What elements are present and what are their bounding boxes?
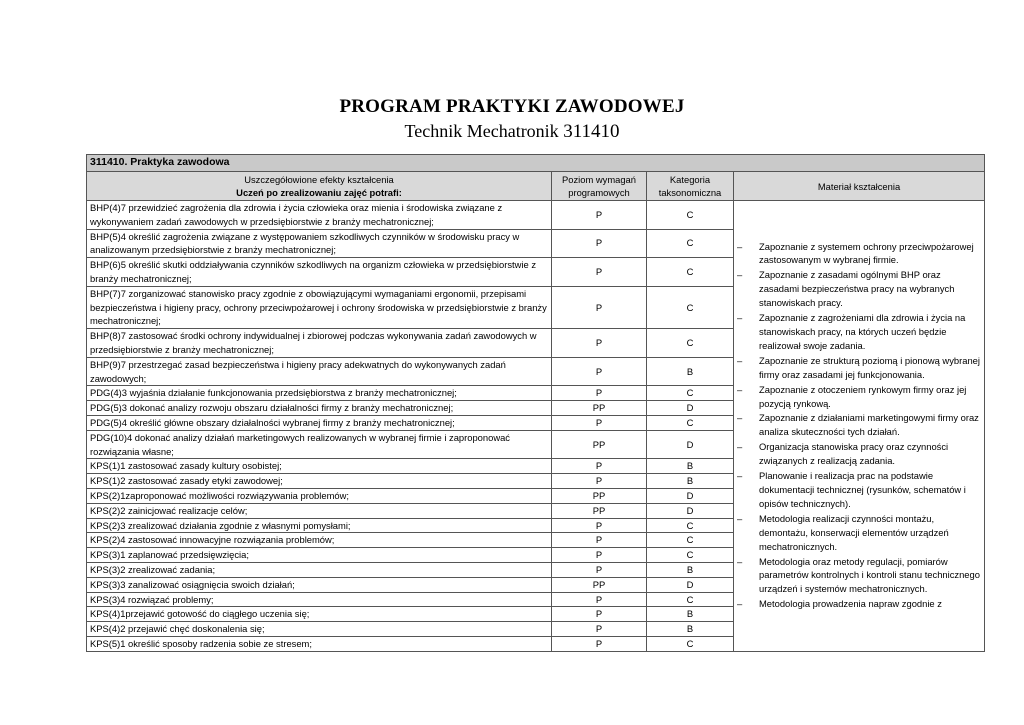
header-category-line1: Kategoria bbox=[669, 174, 711, 185]
material-item-text: Zapoznanie z systemem ochrony przeciwpożarowej zastosowanym w wybranej firmie. bbox=[759, 240, 974, 266]
level-cell: P bbox=[552, 386, 647, 401]
category-cell: C bbox=[647, 592, 734, 607]
material-item-text: Zapoznanie z działaniami marketingowymi firmy oraz analiza skuteczności tych działań. bbox=[759, 412, 979, 438]
effect-cell: PDG(5)3 dokonać analizy rozwoju obszaru działalności firmy z branży mechatronicznej; bbox=[87, 401, 552, 416]
effect-cell: KPS(3)1 zaplanować przedsięwzięcia; bbox=[87, 548, 552, 563]
header-level-line1: Poziom wymagań bbox=[562, 174, 636, 185]
category-cell: D bbox=[647, 401, 734, 416]
bullet-dash: – bbox=[737, 383, 743, 395]
effect-cell: KPS(2)3 zrealizować działania zgodnie z własnymi pomysłami; bbox=[87, 518, 552, 533]
category-cell: C bbox=[647, 386, 734, 401]
effect-cell: BHP(8)7 zastosować środki ochrony indywidualnej i zbiorowej podczas wykonywania zadań zawodowych w przedsiębiorstwie z branży mechatronicznej; bbox=[87, 329, 552, 358]
program-table bbox=[86, 154, 985, 652]
effect-cell: KPS(3)4 rozwiązać problemy; bbox=[87, 592, 552, 607]
effect-cell: KPS(2)4 zastosować innowacyjne rozwiązania problemów; bbox=[87, 533, 552, 548]
material-item-text: Zapoznanie z zagrożeniami dla zdrowia i życia na stanowiskach pracy, na których uczeń będzie realizował swoje zadania. bbox=[759, 312, 966, 351]
level-cell: P bbox=[552, 636, 647, 651]
level-cell: P bbox=[552, 533, 647, 548]
level-cell: P bbox=[552, 357, 647, 386]
category-cell: C bbox=[647, 548, 734, 563]
section-row bbox=[87, 155, 985, 172]
bullet-dash: – bbox=[737, 470, 743, 482]
category-cell: C bbox=[647, 636, 734, 651]
level-cell: P bbox=[552, 518, 647, 533]
header-effects-line2: Uczeń po zrealizowaniu zajęć potrafi: bbox=[236, 187, 402, 198]
category-cell: B bbox=[647, 357, 734, 386]
program-table-body bbox=[87, 155, 985, 652]
effect-cell: BHP(5)4 określić zagrożenia związane z występowaniem szkodliwych czynników w środowisku pracy w analizowanym przedsiębiorstwie z branży mechatronicznej; bbox=[87, 229, 552, 258]
bullet-dash: – bbox=[737, 269, 743, 281]
bullet-dash: – bbox=[737, 312, 743, 324]
bullet-dash: – bbox=[737, 412, 743, 424]
material-item bbox=[737, 311, 981, 353]
category-cell: C bbox=[647, 286, 734, 328]
material-item-text: Zapoznanie ze strukturą poziomą i pionową wybranej firmy oraz zasadami jej funkcjonowania. bbox=[759, 354, 980, 380]
material-item bbox=[737, 240, 981, 268]
document-header bbox=[0, 96, 1024, 143]
level-cell: P bbox=[552, 229, 647, 258]
effect-cell: KPS(4)1przejawić gotowość do ciągłego uczenia się; bbox=[87, 607, 552, 622]
material-item bbox=[737, 555, 981, 597]
material-item bbox=[737, 469, 981, 511]
header-effects-line1: Uszczegółowione efekty kształcenia bbox=[244, 174, 394, 185]
category-cell: C bbox=[647, 415, 734, 430]
material-item bbox=[737, 597, 981, 611]
document-title: PROGRAM PRAKTYKI ZAWODOWEJ bbox=[339, 96, 685, 117]
effect-cell: KPS(2)1zaproponować możliwości rozwiązywania problemów; bbox=[87, 488, 552, 503]
header-row bbox=[87, 172, 985, 201]
bullet-dash: – bbox=[737, 354, 743, 366]
material-item-text: Zapoznanie z zasadami ogólnymi BHP oraz zasadami bezpieczeństwa pracy na wybranych stanowiskach pracy. bbox=[759, 269, 955, 309]
level-cell: P bbox=[552, 201, 647, 230]
category-cell: C bbox=[647, 533, 734, 548]
category-cell: C bbox=[647, 329, 734, 358]
level-cell: P bbox=[552, 286, 647, 328]
level-cell: P bbox=[552, 592, 647, 607]
header-level-line2: programowych bbox=[568, 187, 630, 198]
bullet-dash: – bbox=[737, 555, 743, 567]
effect-cell: KPS(3)3 zanalizować osiągnięcia swoich działań; bbox=[87, 577, 552, 592]
category-cell: B bbox=[647, 622, 734, 637]
effect-cell: KPS(5)1 określić sposoby radzenia sobie ze stresem; bbox=[87, 636, 552, 651]
category-cell: D bbox=[647, 488, 734, 503]
effect-cell: BHP(9)7 przestrzegać zasad bezpieczeństwa i higieny pracy adekwatnych do wykonywanych zadań zawodowych; bbox=[87, 357, 552, 386]
header-level bbox=[552, 172, 647, 201]
material-item-text: Organizacja stanowiska pracy oraz czynności związanych z realizacją zadania. bbox=[759, 441, 949, 467]
effect-cell: KPS(3)2 zrealizować zadania; bbox=[87, 562, 552, 577]
effect-cell: PDG(10)4 dokonać analizy działań marketingowych realizowanych w wybranej firmie i zaproponować rozwiązania własne; bbox=[87, 430, 552, 459]
level-cell: PP bbox=[552, 488, 647, 503]
material-item-text: Metodologia realizacji czynności montażu, demontażu, konserwacji elementów urządzeń mechatronicznych. bbox=[759, 512, 949, 552]
header-category-line2: taksonomiczna bbox=[658, 187, 722, 198]
material-item bbox=[737, 383, 981, 411]
effect-cell: PDG(4)3 wyjaśnia działanie funkcjonowania przedsiębiorstwa z branży mechatronicznej; bbox=[87, 386, 552, 401]
effect-cell: BHP(6)5 określić skutki oddziaływania czynników szkodliwych na organizm człowieka w przedsiębiorstwie z branży mechatronicznej; bbox=[87, 258, 552, 287]
material-item bbox=[737, 512, 981, 554]
bullet-dash: – bbox=[737, 598, 743, 610]
material-item bbox=[737, 354, 981, 382]
document-subtitle bbox=[0, 121, 1024, 143]
category-cell: C bbox=[647, 201, 734, 230]
bullet-dash: – bbox=[737, 240, 743, 252]
category-cell: D bbox=[647, 430, 734, 459]
material-list bbox=[737, 240, 981, 612]
category-cell: B bbox=[647, 459, 734, 474]
category-cell: B bbox=[647, 562, 734, 577]
material-item bbox=[737, 411, 981, 439]
material-item bbox=[737, 268, 981, 310]
effect-cell: KPS(1)1 zastosować zasady kultury osobistej; bbox=[87, 459, 552, 474]
level-cell: P bbox=[552, 562, 647, 577]
effect-cell: BHP(7)7 zorganizować stanowisko pracy zgodnie z obowiązującymi wymaganiami ergonomii, przepisami bezpieczeństwa i higieny pracy, ochrony przeciwpożarowej i ochrony środowiska w przedsiębiorstwie z branży mechatronicznej; bbox=[87, 286, 552, 328]
effect-cell: BHP(4)7 przewidzieć zagrożenia dla zdrowia i życia człowieka oraz mienia i środowiska związane z wykonywaniem zadań zawodowych w przedsiębiorstwie z branży mechatronicznej; bbox=[87, 201, 552, 230]
level-cell: PP bbox=[552, 430, 647, 459]
category-cell: C bbox=[647, 229, 734, 258]
level-cell: P bbox=[552, 258, 647, 287]
level-cell: P bbox=[552, 622, 647, 637]
category-cell: B bbox=[647, 607, 734, 622]
profession-code: 311410 bbox=[563, 121, 620, 142]
bullet-dash: – bbox=[737, 512, 743, 524]
level-cell: P bbox=[552, 329, 647, 358]
level-cell: PP bbox=[552, 577, 647, 592]
category-cell: B bbox=[647, 474, 734, 489]
effect-cell: KPS(1)2 zastosować zasady etyki zawodowej; bbox=[87, 474, 552, 489]
level-cell: P bbox=[552, 607, 647, 622]
level-cell: P bbox=[552, 415, 647, 430]
category-cell: D bbox=[647, 577, 734, 592]
profession-name: Technik Mechatronik bbox=[404, 121, 559, 141]
effect-cell: PDG(5)4 określić główne obszary działalności wybranej firmy z branży mechatronicznej; bbox=[87, 415, 552, 430]
material-item-text: Metodologia oraz metody regulacji, pomiarów parametrów kontrolnych i kontroli stanu technicznego urządzeń i systemów mechatronicznych. bbox=[759, 555, 980, 595]
material-cell bbox=[734, 201, 985, 652]
category-cell: C bbox=[647, 518, 734, 533]
material-item-text: Metodologia prowadzenia napraw zgodnie z bbox=[759, 598, 942, 610]
material-item-text: Planowanie i realizacja prac na podstawie dokumentacji technicznej (rysunków, schematów i opisów technicznych). bbox=[759, 470, 966, 509]
level-cell: PP bbox=[552, 503, 647, 518]
category-cell: C bbox=[647, 258, 734, 287]
section-title: 311410. Praktyka zawodowa bbox=[87, 155, 985, 172]
effect-cell: KPS(4)2 przejawić chęć doskonalenia się; bbox=[87, 622, 552, 637]
level-cell: P bbox=[552, 459, 647, 474]
level-cell: P bbox=[552, 548, 647, 563]
header-effects bbox=[87, 172, 552, 201]
level-cell: PP bbox=[552, 401, 647, 416]
table-row bbox=[87, 201, 985, 230]
level-cell: P bbox=[552, 474, 647, 489]
category-cell: D bbox=[647, 503, 734, 518]
bullet-dash: – bbox=[737, 441, 743, 453]
material-item bbox=[737, 440, 981, 468]
effect-cell: KPS(2)2 zainicjować realizacje celów; bbox=[87, 503, 552, 518]
header-material: Materiał kształcenia bbox=[734, 172, 985, 201]
material-item-text: Zapoznanie z otoczeniem rynkowym firmy oraz jej pozycją rynkową. bbox=[759, 383, 967, 409]
header-category bbox=[647, 172, 734, 201]
